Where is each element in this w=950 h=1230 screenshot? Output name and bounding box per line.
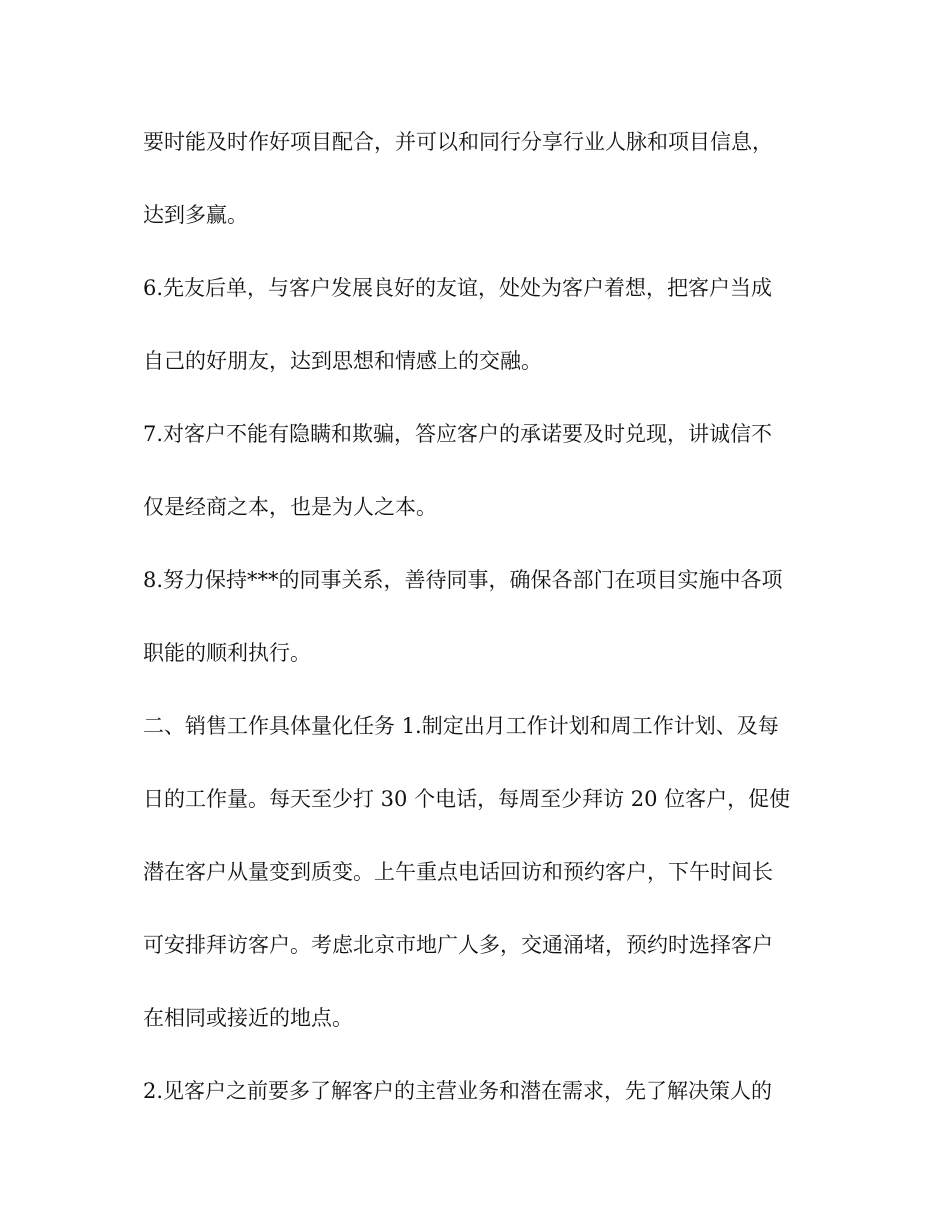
text-line: 8.努力保持***的同事关系，善待同事，确保各部门在项目实施中各项 xyxy=(143,568,783,592)
text-line: 在相同或接近的地点。 xyxy=(143,1006,353,1030)
text-line: 7.对客户不能有隐瞒和欺骗，答应客户的承诺要及时兑现，讲诚信不 xyxy=(143,422,773,446)
text-line: 6.先友后单，与客户发展良好的友谊，处处为客户着想，把客户当成 xyxy=(143,276,773,300)
text-line: 自己的好朋友，达到思想和情感上的交融。 xyxy=(143,349,542,373)
text-line: 达到多赢。 xyxy=(143,203,248,227)
text-line: 仅是经商之本，也是为人之本。 xyxy=(143,495,437,519)
section-heading-line: 二、销售工作具体量化任务 1.制定出月工作计划和周工作计划、及每 xyxy=(143,714,779,738)
text-line: 潜在客户从量变到质变。上午重点电话回访和预约客户，下午时间长 xyxy=(143,860,773,884)
text-line: 职能的顺利执行。 xyxy=(143,641,311,665)
text-line: 日的工作量。每天至少打 30 个电话，每周至少拜访 20 位客户，促使 xyxy=(143,787,791,811)
text-line: 要时能及时作好项目配合，并可以和同行分享行业人脉和项目信息， xyxy=(143,130,773,154)
text-line: 2.见客户之前要多了解客户的主营业务和潜在需求，先了解决策人的 xyxy=(143,1079,773,1103)
text-line: 可安排拜访客户。考虑北京市地广人多，交通涌堵，预约时选择客户 xyxy=(143,933,773,957)
